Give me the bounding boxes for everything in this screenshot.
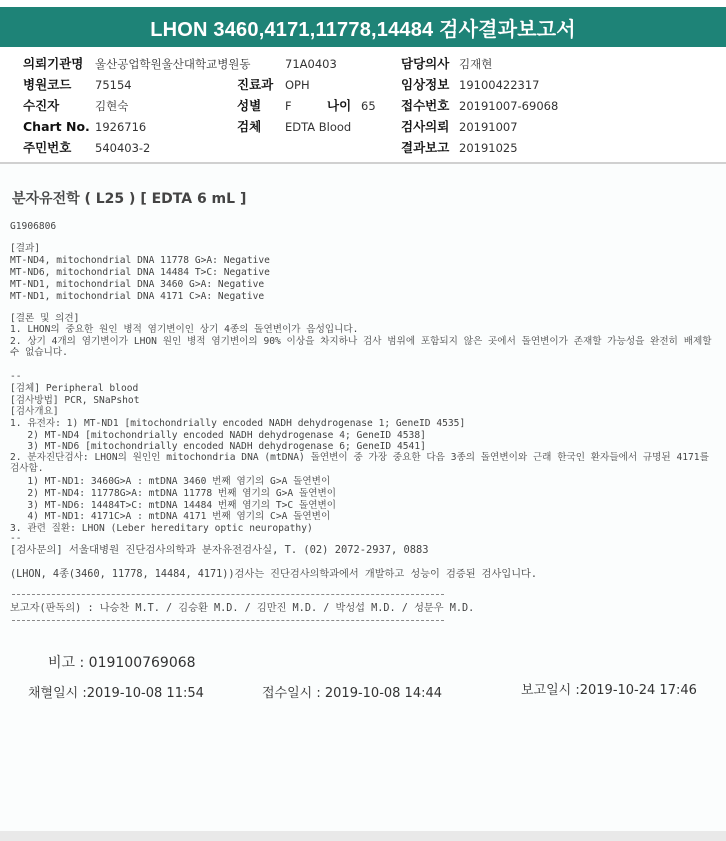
overview-header: [검사개요] bbox=[10, 406, 59, 417]
specimen-line: [검체] Peripheral blood bbox=[10, 383, 139, 394]
receipt-no-label: 접수번호 bbox=[401, 98, 450, 113]
receiver-label: 수진자 bbox=[23, 98, 60, 113]
patient-info-panel bbox=[0, 47, 726, 159]
conclusion-line: 2. 상기 4개의 염기변이가 LHON 원인 병적 염기변이의 90% 이상을 차지하나 검사 범위에 포함되지 않은 곳에서 돌연변이가 존재할 가능성을 완전히 배제할 수 없습니다. bbox=[10, 336, 718, 359]
separator-line bbox=[12, 594, 444, 595]
receipt-no-value: 20191007-69068 bbox=[459, 99, 559, 113]
validation-line: (LHON, 4종(3460, 11778, 14484, 4171))검사는 진단검사의학과에서 개발하고 성능이 검증된 검사입니다. bbox=[10, 569, 538, 580]
request-label: 검사의뢰 bbox=[401, 119, 450, 134]
reported-datetime: 보고일시 :2019-10-24 17:46 bbox=[521, 683, 697, 698]
dept-value: OPH bbox=[285, 78, 310, 92]
report-date-value: 20191025 bbox=[459, 141, 518, 155]
doctor-value: 김재현 bbox=[459, 57, 493, 71]
gene-line: 1. 유전자: 1) MT-ND1 [mitochondrially encoded NADH dehydrogenase 1; GeneID 4535] bbox=[10, 418, 466, 429]
result-line: MT-ND1, mitochondrial DNA 4171 C>A: Negative bbox=[10, 291, 265, 302]
top-strip bbox=[0, 0, 726, 7]
sex-label: 성별 bbox=[237, 98, 262, 113]
doctor-label: 담당의사 bbox=[401, 56, 450, 71]
specimen-value: EDTA Blood bbox=[285, 120, 352, 134]
section-title: 분자유전학 ( L25 ) [ EDTA 6 mL ] bbox=[12, 191, 247, 207]
method-line: [검사방법] PCR, SNaPshot bbox=[10, 395, 140, 406]
result-line: MT-ND6, mitochondrial DNA 14484 T>C: Negative bbox=[10, 267, 270, 278]
org-value: 울산공업학원울산대학교병원동 bbox=[95, 57, 251, 71]
variant-line: 3) MT-ND6: 14484T>C: mtDNA 14484 번째 염기의 T>C 돌연변이 bbox=[10, 500, 336, 511]
age-value: 65 bbox=[361, 99, 376, 113]
conclusion-header: [결론 및 의견] bbox=[10, 313, 80, 324]
inquiry-line: [검사문의] 서울대병원 진단검사의학과 분자유전검사실, T. (02) 2072-2937, 0883 bbox=[10, 544, 429, 556]
results-header: [결과] bbox=[10, 243, 41, 254]
room-value: 71A0403 bbox=[285, 57, 337, 71]
request-value: 20191007 bbox=[459, 120, 518, 134]
result-line: MT-ND1, mitochondrial DNA 3460 G>A: Negative bbox=[10, 279, 265, 290]
variant-line: 2) MT-ND4: 11778G>A: mtDNA 11778 번째 염기의 G>A 돌연변이 bbox=[10, 488, 336, 499]
received-datetime: 접수일시 : 2019-10-08 14:44 bbox=[262, 686, 443, 701]
target-line: 2. 분자진단검사: LHON의 원인인 mitochondria DNA (mtDNA) 돌연변이 중 가장 중요한 다음 3종의 돌연변이와 근래 한국인 환자들에서 규명된 4171를 검사함. bbox=[10, 452, 715, 475]
report-title: LHON 3460,4171,11778,14484 검사결과보고서 bbox=[150, 18, 576, 41]
org-label: 의뢰기관명 bbox=[23, 56, 84, 71]
gene-line: 3) MT-ND6 [mitochondrially encoded NADH dehydrogenase 6; GeneID 4541] bbox=[10, 441, 426, 452]
disease-line: 3. 관련 질환: LHON (Leber hereditary optic neuropathy) bbox=[10, 523, 313, 534]
clinical-label: 임상정보 bbox=[401, 77, 450, 92]
conclusion-line: 1. LHON의 중요한 원인 병적 염기변이인 상기 4종의 돌연변이가 음성입니다. bbox=[10, 324, 359, 335]
hospital-code-label: 병원코드 bbox=[23, 77, 72, 92]
gene-line: 2) MT-ND4 [mitochondrially encoded NADH dehydrogenase 4; GeneID 4538] bbox=[10, 430, 426, 441]
receiver-value: 김현숙 bbox=[95, 99, 129, 113]
variant-line: 1) MT-ND1: 3460G>A : mtDNA 3460 번째 염기의 G>A 돌연변이 bbox=[10, 476, 331, 487]
id-label: 주민번호 bbox=[23, 140, 72, 155]
age-label: 나이 bbox=[327, 98, 352, 113]
specimen-label: 검체 bbox=[237, 119, 262, 134]
collected-datetime: 채혈일시 :2019-10-08 11:54 bbox=[28, 686, 204, 701]
id-value: 540403-2 bbox=[95, 141, 151, 155]
report-title-bar bbox=[0, 7, 726, 47]
sex-value: F bbox=[285, 99, 292, 113]
chart-value: 1926716 bbox=[95, 120, 147, 134]
dept-label: 진료과 bbox=[237, 77, 274, 92]
hospital-code-value: 75154 bbox=[95, 78, 132, 92]
sample-id: G1906806 bbox=[10, 221, 57, 232]
variant-line: 4) MT-ND1: 4171C>A : mtDNA 4171 번째 염기의 C>A 돌연변이 bbox=[10, 511, 331, 522]
separator-line bbox=[12, 620, 444, 621]
result-line: MT-ND4, mitochondrial DNA 11778 G>A: Negative bbox=[10, 255, 270, 266]
bottom-band bbox=[0, 831, 726, 841]
clinical-value: 19100422317 bbox=[459, 78, 540, 92]
remark-line: 비고 : 019100769068 bbox=[48, 655, 196, 671]
dash-separator: -- bbox=[10, 371, 22, 382]
chart-label: Chart No. bbox=[23, 119, 90, 134]
report-date-label: 결과보고 bbox=[401, 140, 450, 155]
reporter-line: 보고자(판독의) : 나승찬 M.T. / 김승환 M.D. / 김만진 M.D. / 박성섭 M.D. / 성문우 M.D. bbox=[10, 603, 475, 614]
dash-separator: -- bbox=[10, 533, 22, 544]
